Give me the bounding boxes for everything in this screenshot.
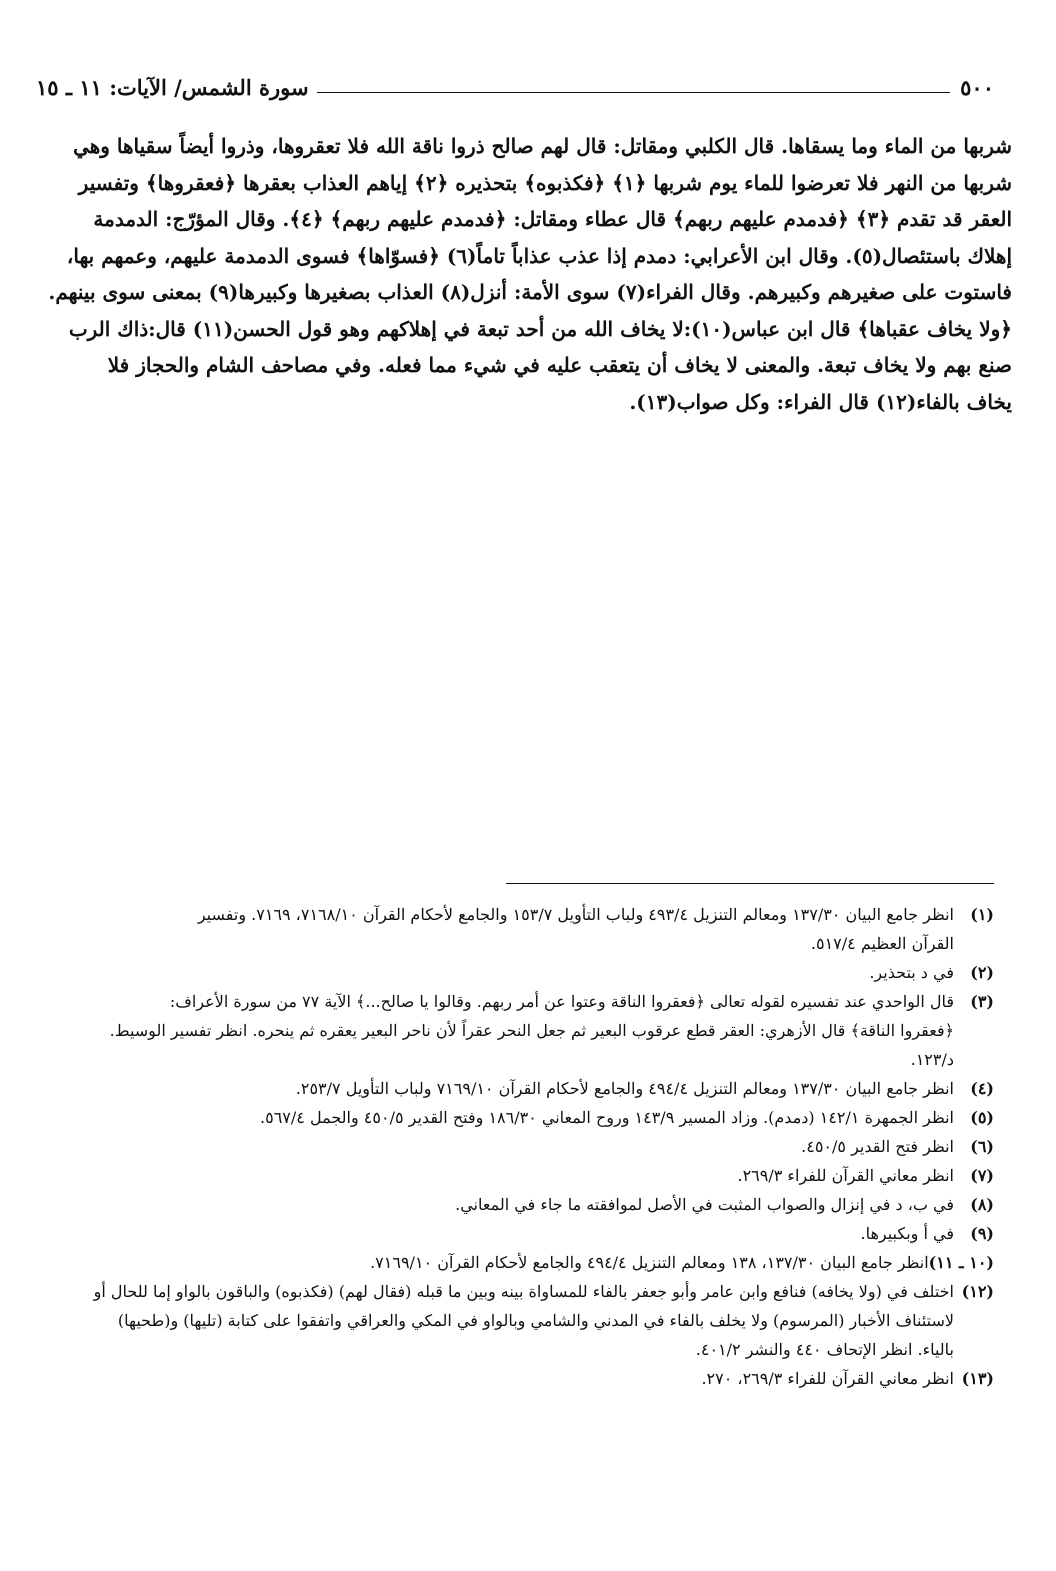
footnote-line: القرآن العظيم ٥١٧/٤.	[810, 934, 954, 953]
footnote	[36, 1103, 994, 1132]
footnote-number: (٩)	[970, 1224, 994, 1243]
text-line: العقر قد تقدم ﴿٣﴾ ﴿فدمدم عليهم ربهم﴾ قال عطاء ومقاتل: ﴿فدمدم عليهم ربهم﴾ ﴿٤﴾. وقال المؤرّج: الدمدمة	[93, 207, 1012, 231]
page-number: ٥٠٠	[960, 75, 994, 100]
footnote-number: (٦)	[970, 1137, 994, 1156]
text-line: شربها من الماء وما يسقاها. قال الكلبي ومقاتل: قال لهم صالح ذروا ناقة الله فلا تعقروها، وذروا أيضاً سقياها وهي	[73, 134, 1012, 158]
footnote-number: (١٠ ـ ١١)	[928, 1253, 994, 1272]
footnote-separator	[506, 883, 994, 884]
footnote-line: لاستئناف الأخبار (المرسوم) ولا يخلف بالفاء في المدني والشامي وبالواو في المكي والعراقي واتفقوا على كتابة (تليها) و(طحيها)	[117, 1311, 954, 1330]
footnote-line: ﴿فعقروا الناقة﴾ قال الأزهري: العقر قطع عرقوب البعير ثم جعل النحر عقراً لأن ناحر البعير يعقره ثم ينحره. انظر تفسير الوسيط.	[109, 1021, 954, 1040]
footnote-line: انظر فتح القدير ٤٥٠/٥.	[801, 1137, 954, 1156]
running-header	[36, 66, 994, 100]
footnote	[36, 900, 994, 958]
footnote-line: انظر معاني القرآن للفراء ٢٦٩/٣، ٢٧٠.	[701, 1369, 954, 1388]
footnote	[36, 987, 994, 1074]
footnote	[36, 1248, 994, 1277]
header-rule	[317, 92, 951, 93]
footnote	[36, 1190, 994, 1219]
footnote-line: في أ وبكبيرها.	[860, 1224, 954, 1243]
footnote-line: اختلف في (ولا يخافه) فنافع وابن عامر وأبو جعفر بالفاء للمساواة بينه وبين ما قبله (فقال لهم) (فكذبوه) والباقون بالواو إما للحال أو	[93, 1282, 954, 1301]
footnote-line: انظر جامع البيان ١٣٧/٣٠، ١٣٨ ومعالم التنزيل ٤٩٤/٤ والجامع لأحكام القرآن ٧١٦٩/١٠.	[370, 1253, 929, 1272]
footnotes	[36, 900, 994, 1393]
text-line: يخاف بالفاء(١٢) قال الفراء: وكل صواب(١٣).	[629, 389, 1012, 414]
text-line: شربها من النهر فلا تعرضوا للماء يوم شربها ﴿١﴾ ﴿فكذبوه﴾ بتحذيره ﴿٢﴾ إياهم العذاب بعقرها ﴿فعقروها﴾ وتفسير	[78, 170, 1012, 195]
footnote	[36, 1219, 994, 1248]
footnote-number: (٨)	[970, 1195, 994, 1214]
footnote	[36, 1132, 994, 1161]
footnote-number: (١٣)	[961, 1369, 994, 1388]
text-line: إهلاك باستئصال(٥). وقال ابن الأعرابي: دمدم إذا عذب عذاباً تاماً(٦) ﴿فسوّاها﴾ فسوى الدمدمة عليهم، وعمهم بها،	[66, 243, 1012, 268]
header-title: سورة الشمس/ الآيات: ١١ ـ ١٥	[36, 75, 309, 100]
footnote-line: انظر الجمهرة ١٤٢/١ (دمدم). وزاد المسير ١٤٣/٩ وروح المعاني ١٨٦/٣٠ وفتح القدير ٤٥٠/٥ والجمل ٥٦٧/٤.	[260, 1108, 954, 1127]
footnote	[36, 1074, 994, 1103]
footnote-line: انظر جامع البيان ١٣٧/٣٠ ومعالم التنزيل ٤٩٤/٤ والجامع لأحكام القرآن ٧١٦٩/١٠ ولباب التأويل ٢٥٣/٧.	[295, 1079, 954, 1098]
footnote-number: (٧)	[970, 1166, 994, 1185]
footnote-number: (١)	[970, 905, 994, 924]
text-line: فاستوت على صغيرهم وكبيرهم. وقال الفراء(٧) سوى الأمة: أنزل(٨) العذاب بصغيرها وكبيرها(٩) بمعنى سوى بينهم.	[48, 280, 1012, 304]
footnote-line: انظر معاني القرآن للفراء ٢٦٩/٣.	[737, 1166, 954, 1185]
footnote-line: انظر جامع البيان ١٣٧/٣٠ ومعالم التنزيل ٤٩٣/٤ ولباب التأويل ١٥٣/٧ والجامع لأحكام القرآن ٧١٦٨/١٠، ٧١٦٩. وتفسير	[197, 905, 954, 924]
footnote	[36, 1277, 994, 1364]
footnote	[36, 1161, 994, 1190]
footnote-line: بالياء. انظر الإتحاف ٤٤٠ والنشر ٤٠١/٢.	[695, 1340, 954, 1359]
footnote-line: في ب، د في إنزال والصواب المثبت في الأصل لموافقته ما جاء في المعاني.	[455, 1195, 954, 1214]
footnote-number: (١٢)	[961, 1282, 994, 1301]
footnote-number: (٥)	[970, 1108, 994, 1127]
footnote-number: (٢)	[970, 963, 994, 982]
text-line: ﴿ولا يخاف عقباها﴾ قال ابن عباس(١٠):لا يخاف الله من أحد تبعة في إهلاكهم وهو قول الحسن(١١) قال:ذاك الرب	[68, 316, 1012, 341]
footnote-line: قال الواحدي عند تفسيره لقوله تعالى ﴿فعقروا الناقة وعتوا عن أمر ربهم. وقالوا يا صالح...﴾ الآية ٧٧ من سورة الأعراف:	[169, 992, 954, 1011]
footnote-number: (٣)	[970, 992, 994, 1011]
footnote	[36, 1364, 994, 1393]
footnote	[36, 958, 994, 987]
main-text	[36, 128, 1012, 420]
text-line: صنع بهم ولا يخاف تبعة. والمعنى لا يخاف أن يتعقب عليه في شيء مما فعله. وفي مصاحف الشام والحجاز فلا	[107, 353, 1012, 377]
footnote-line: في د بتحذير.	[869, 963, 954, 982]
footnote-line: د/١٢٣.	[910, 1050, 954, 1069]
footnote-number: (٤)	[970, 1079, 994, 1098]
